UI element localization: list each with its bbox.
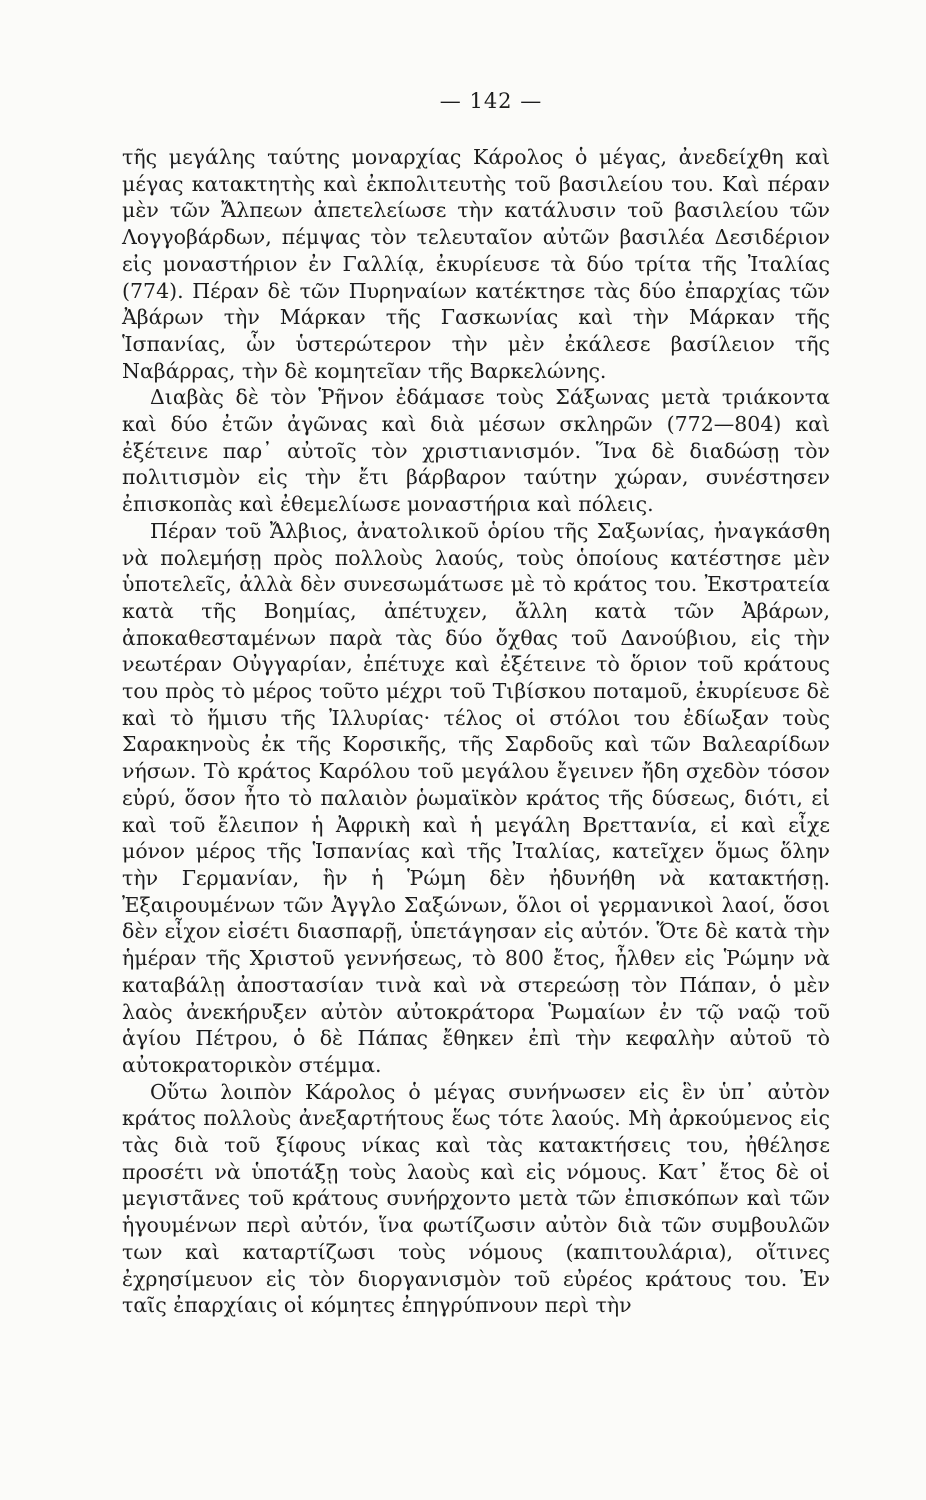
paragraph-3: Πέραν τοῦ Ἄλβιος, ἀνατολικοῦ ὁρίου τῆς Σαξωνίας, ἠναγκάσθη νὰ πολεμήσῃ πρὸς πολλοὺς λαούς, τοὺς ὁποίους κατέστησε μὲν ὑποτελεῖς, ἀλλὰ δὲν συνεσωμάτωσε μὲ τὸ κράτος του. Ἐκστρατεία κατὰ τῆς Βοημίας, ἀπέτυχεν, ἄλλη κατὰ τῶν Ἀβάρων, ἀποκαθεσταμένων παρὰ τὰς δύο ὄχθας τοῦ Δανούβιου, εἰς τὴν νεωτέραν Οὐγγαρίαν, ἐπέτυχε καὶ ἐξέτεινε τὸ ὅριον τοῦ κράτους του πρὸς τὸ μέρος τοῦτο μέχρι τοῦ Τιβίσκου ποταμοῦ, ἐκυρίευσε δὲ καὶ τὸ ἥμισυ τῆς Ἰλλυρίας· τέλος οἱ στόλοι του ἐδίωξαν τοὺς Σαρακηνοὺς ἐκ τῆς Κορσικῆς, τῆς Σαρδοῦς καὶ τῶν Βαλεαρίδων νήσων. Τὸ κράτος Καρόλου τοῦ μεγάλου ἔγεινεν ἤδη σχεδὸν τόσον εὐρύ, ὅσον ἦτο τὸ παλαιὸν ῥωμαϊκὸν κράτος τῆς δύσεως, διότι, εἰ καὶ τοῦ ἔλειπον ἡ Ἀφρικὴ καὶ ἡ μεγάλη Βρεττανία, εἰ καὶ εἶχε μόνον μέρος τῆς Ἱσπανίας καὶ τῆς Ἰταλίας, κατεῖχεν ὅμως ὅλην τὴν Γερμανίαν, ἣν ἡ Ῥώμη δὲν ἠδυνήθη νὰ κατακτήσῃ. Ἐξαιρουμένων τῶν Ἀγγλο Σαξώνων, ὅλοι οἱ γερμανικοὶ λαοί, ὅσοι δὲν εἶχον εἰσέτι διασπαρῇ, ὑπετάγησαν εἰς αὐτόν. Ὅτε δὲ κατὰ τὴν ἡμέραν τῆς Χριστοῦ γεννήσεως, τὸ 800 ἔτος, ἦλθεν εἰς Ῥώμην νὰ καταβάλῃ ἀποστασίαν τινὰ καὶ νὰ στερεώσῃ τὸν Πάπαν, ὁ μὲν λαὸς ἀνεκήρυξεν αὐτὸν αὐτοκράτορα Ῥωμαίων ἐν τῷ ναῷ τοῦ ἁγίου Πέτρου, ὁ δὲ Πάπας ἔθηκεν ἐπὶ τὴν κεφαλὴν αὐτοῦ τὸ αὐτοκρατορικὸν στέμμα.: [122, 518, 830, 1077]
body-text: [122, 144, 830, 1319]
page-number: — 142 —: [439, 89, 543, 113]
paragraph-4: Οὕτω λοιπὸν Κάρολος ὁ μέγας συνήνωσεν εἰς ἓν ὑπ᾽ αὐτὸν κράτος πολλοὺς ἀνεξαρτήτους ἕως τότε λαούς. Μὴ ἀρκούμενος εἰς τὰς διὰ τοῦ ξίφους νίκας καὶ τὰς κατακτήσεις του, ἠθέλησε προσέτι νὰ ὑποτάξῃ τοὺς λαοὺς καὶ εἰς νόμους. Κατ᾽ ἔτος δὲ οἱ μεγιστᾶνες τοῦ κράτους συνήρχοντο μετὰ τῶν ἐπισκόπων καὶ τῶν ἡγουμένων περὶ αὐτόν, ἵνα φωτίζωσιν αὐτὸν διὰ τῶν συμβουλῶν των καὶ καταρτίζωσι τοὺς νόμους (καπιτουλάρια), οἵτινες ἐχρησίμευον εἰς τὸν διοργανισμὸν τοῦ εὐρέος κράτους του. Ἐν ταῖς ἐπαρχίαις οἱ κόμητες ἐπηγρύπνουν περὶ τὴν: [122, 1079, 830, 1318]
paragraph-2: Διαβὰς δὲ τὸν Ῥῆνον ἐδάμασε τοὺς Σάξωνας μετὰ τριάκοντα καὶ δύο ἐτῶν ἀγῶνας καὶ διὰ μέσων σκληρῶν (772—804) καὶ ἐξέτεινε παρ᾽ αὐτοῖς τὸν χριστιανισμόν. Ἵνα δὲ διαδώσῃ τὸν πολιτισμὸν εἰς τὴν ἔτι βάρβαρον ταύτην χώραν, συνέστησεν ἐπισκοπὰς καὶ ἐθεμελίωσε μοναστήρια καὶ πόλεις.: [122, 385, 830, 517]
paragraph-1: τῆς μεγάλης ταύτης μοναρχίας Κάρολος ὁ μέγας, ἀνεδείχθη καὶ μέγας κατακτητὴς καὶ ἐκπολιτευτὴς τοῦ βασιλείου του. Καὶ πέραν μὲν τῶν Ἄλπεων ἀπετελείωσε τὴν κατάλυσιν τοῦ βασιλείου τῶν Λογγοβάρδων, πέμψας τὸν τελευταῖον αὐτῶν βασιλέα Δεσιδέριον εἰς μοναστήριον ἐν Γαλλίᾳ, ἐκυρίευσε τὰ δύο τρίτα τῆς Ἰταλίας (774). Πέραν δὲ τῶν Πυρηναίων κατέκτησε τὰς δύο ἐπαρχίας τῶν Ἀβάρων τὴν Μάρκαν τῆς Γασκωνίας καὶ τὴν Μάρκαν τῆς Ἱσπανίας, ὧν ὑστερώτερον τὴν μὲν ἐκάλεσε βασίλειον τῆς Ναβάρρας, τὴν δὲ κομητεῖαν τῆς Βαρκελώνης.: [122, 145, 830, 383]
